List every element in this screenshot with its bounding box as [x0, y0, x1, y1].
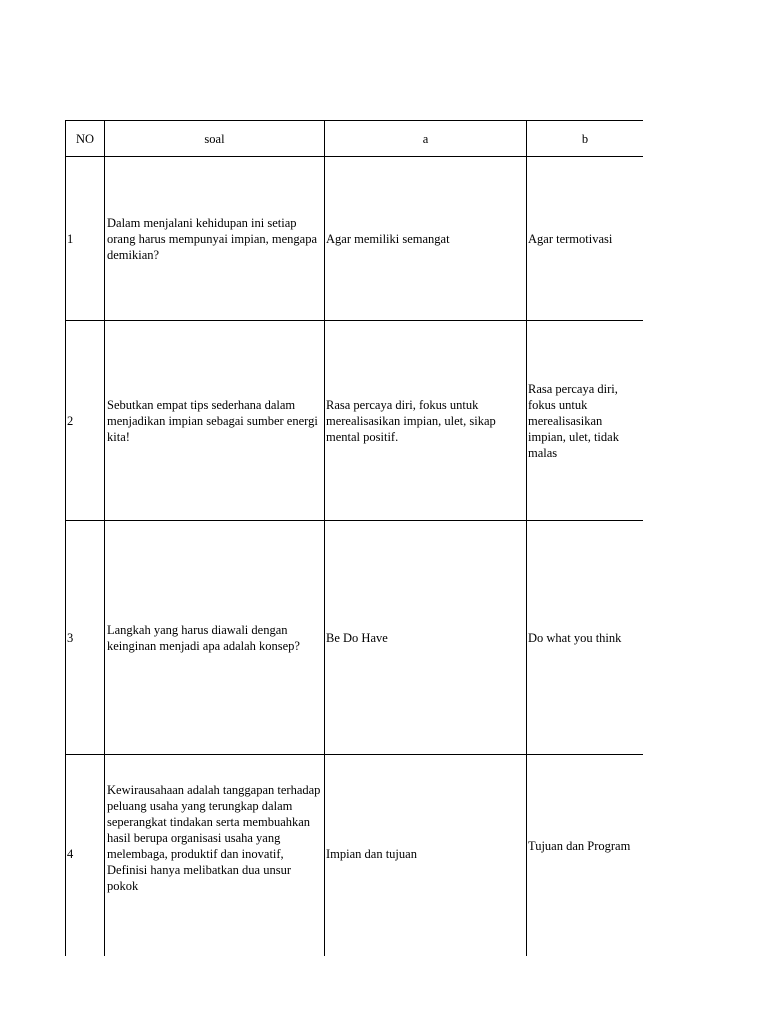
cell-soal-text: Kewirausahaan adalah tanggapan terhadap peluang usaha yang terungkap dalam seperangkat tindakan serta membuahkan hasil berupa organisasi usaha yang melembaga, produktif dan inovatif, Definisi hanya melibatkan dua unsur pokok	[107, 783, 321, 893]
quiz-table	[65, 120, 643, 956]
cell-soal[interactable]: Dalam menjalani kehidupan ini setiap orang harus mempunyai impian, mengapa demikian?	[105, 157, 325, 321]
header-row	[66, 121, 644, 157]
cell-soal[interactable]: Sebutkan empat tips sederhana dalam menjadikan impian sebagai sumber energi kita!	[105, 321, 325, 521]
header-cell-a[interactable]: a	[325, 121, 527, 157]
table-row	[66, 321, 644, 521]
cell-a[interactable]: Rasa percaya diri, fokus untuk merealisasikan impian, ulet, sikap mental positif.	[325, 321, 527, 521]
header-cell-no[interactable]: NO	[66, 121, 105, 157]
cell-soal[interactable]	[105, 755, 325, 957]
cell-a[interactable]: Agar memiliki semangat	[325, 157, 527, 321]
cell-b[interactable]: Agar termotivasi	[527, 157, 644, 321]
cell-a[interactable]: Be Do Have	[325, 521, 527, 755]
cell-soal[interactable]: Langkah yang harus diawali dengan keinginan menjadi apa adalah konsep?	[105, 521, 325, 755]
table-row	[66, 755, 644, 957]
cell-a-text: Impian dan tujuan	[326, 847, 417, 861]
cell-b[interactable]: Do what you think	[527, 521, 644, 755]
cell-b[interactable]	[527, 755, 644, 957]
spreadsheet-sheet	[65, 120, 643, 956]
cell-no-text: 4	[67, 847, 74, 861]
cell-no[interactable]: 1	[66, 157, 105, 321]
cell-a[interactable]	[325, 755, 527, 957]
header-cell-b[interactable]: b	[527, 121, 644, 157]
table-row	[66, 521, 644, 755]
cell-no[interactable]: 3	[66, 521, 105, 755]
header-cell-soal[interactable]: soal	[105, 121, 325, 157]
cell-b[interactable]: Rasa percaya diri, fokus untuk merealisasikan impian, ulet, tidak malas	[527, 321, 644, 521]
cell-b-text: Tujuan dan Program	[528, 839, 631, 853]
cell-no[interactable]: 2	[66, 321, 105, 521]
cell-no[interactable]	[66, 755, 105, 957]
table-row	[66, 157, 644, 321]
